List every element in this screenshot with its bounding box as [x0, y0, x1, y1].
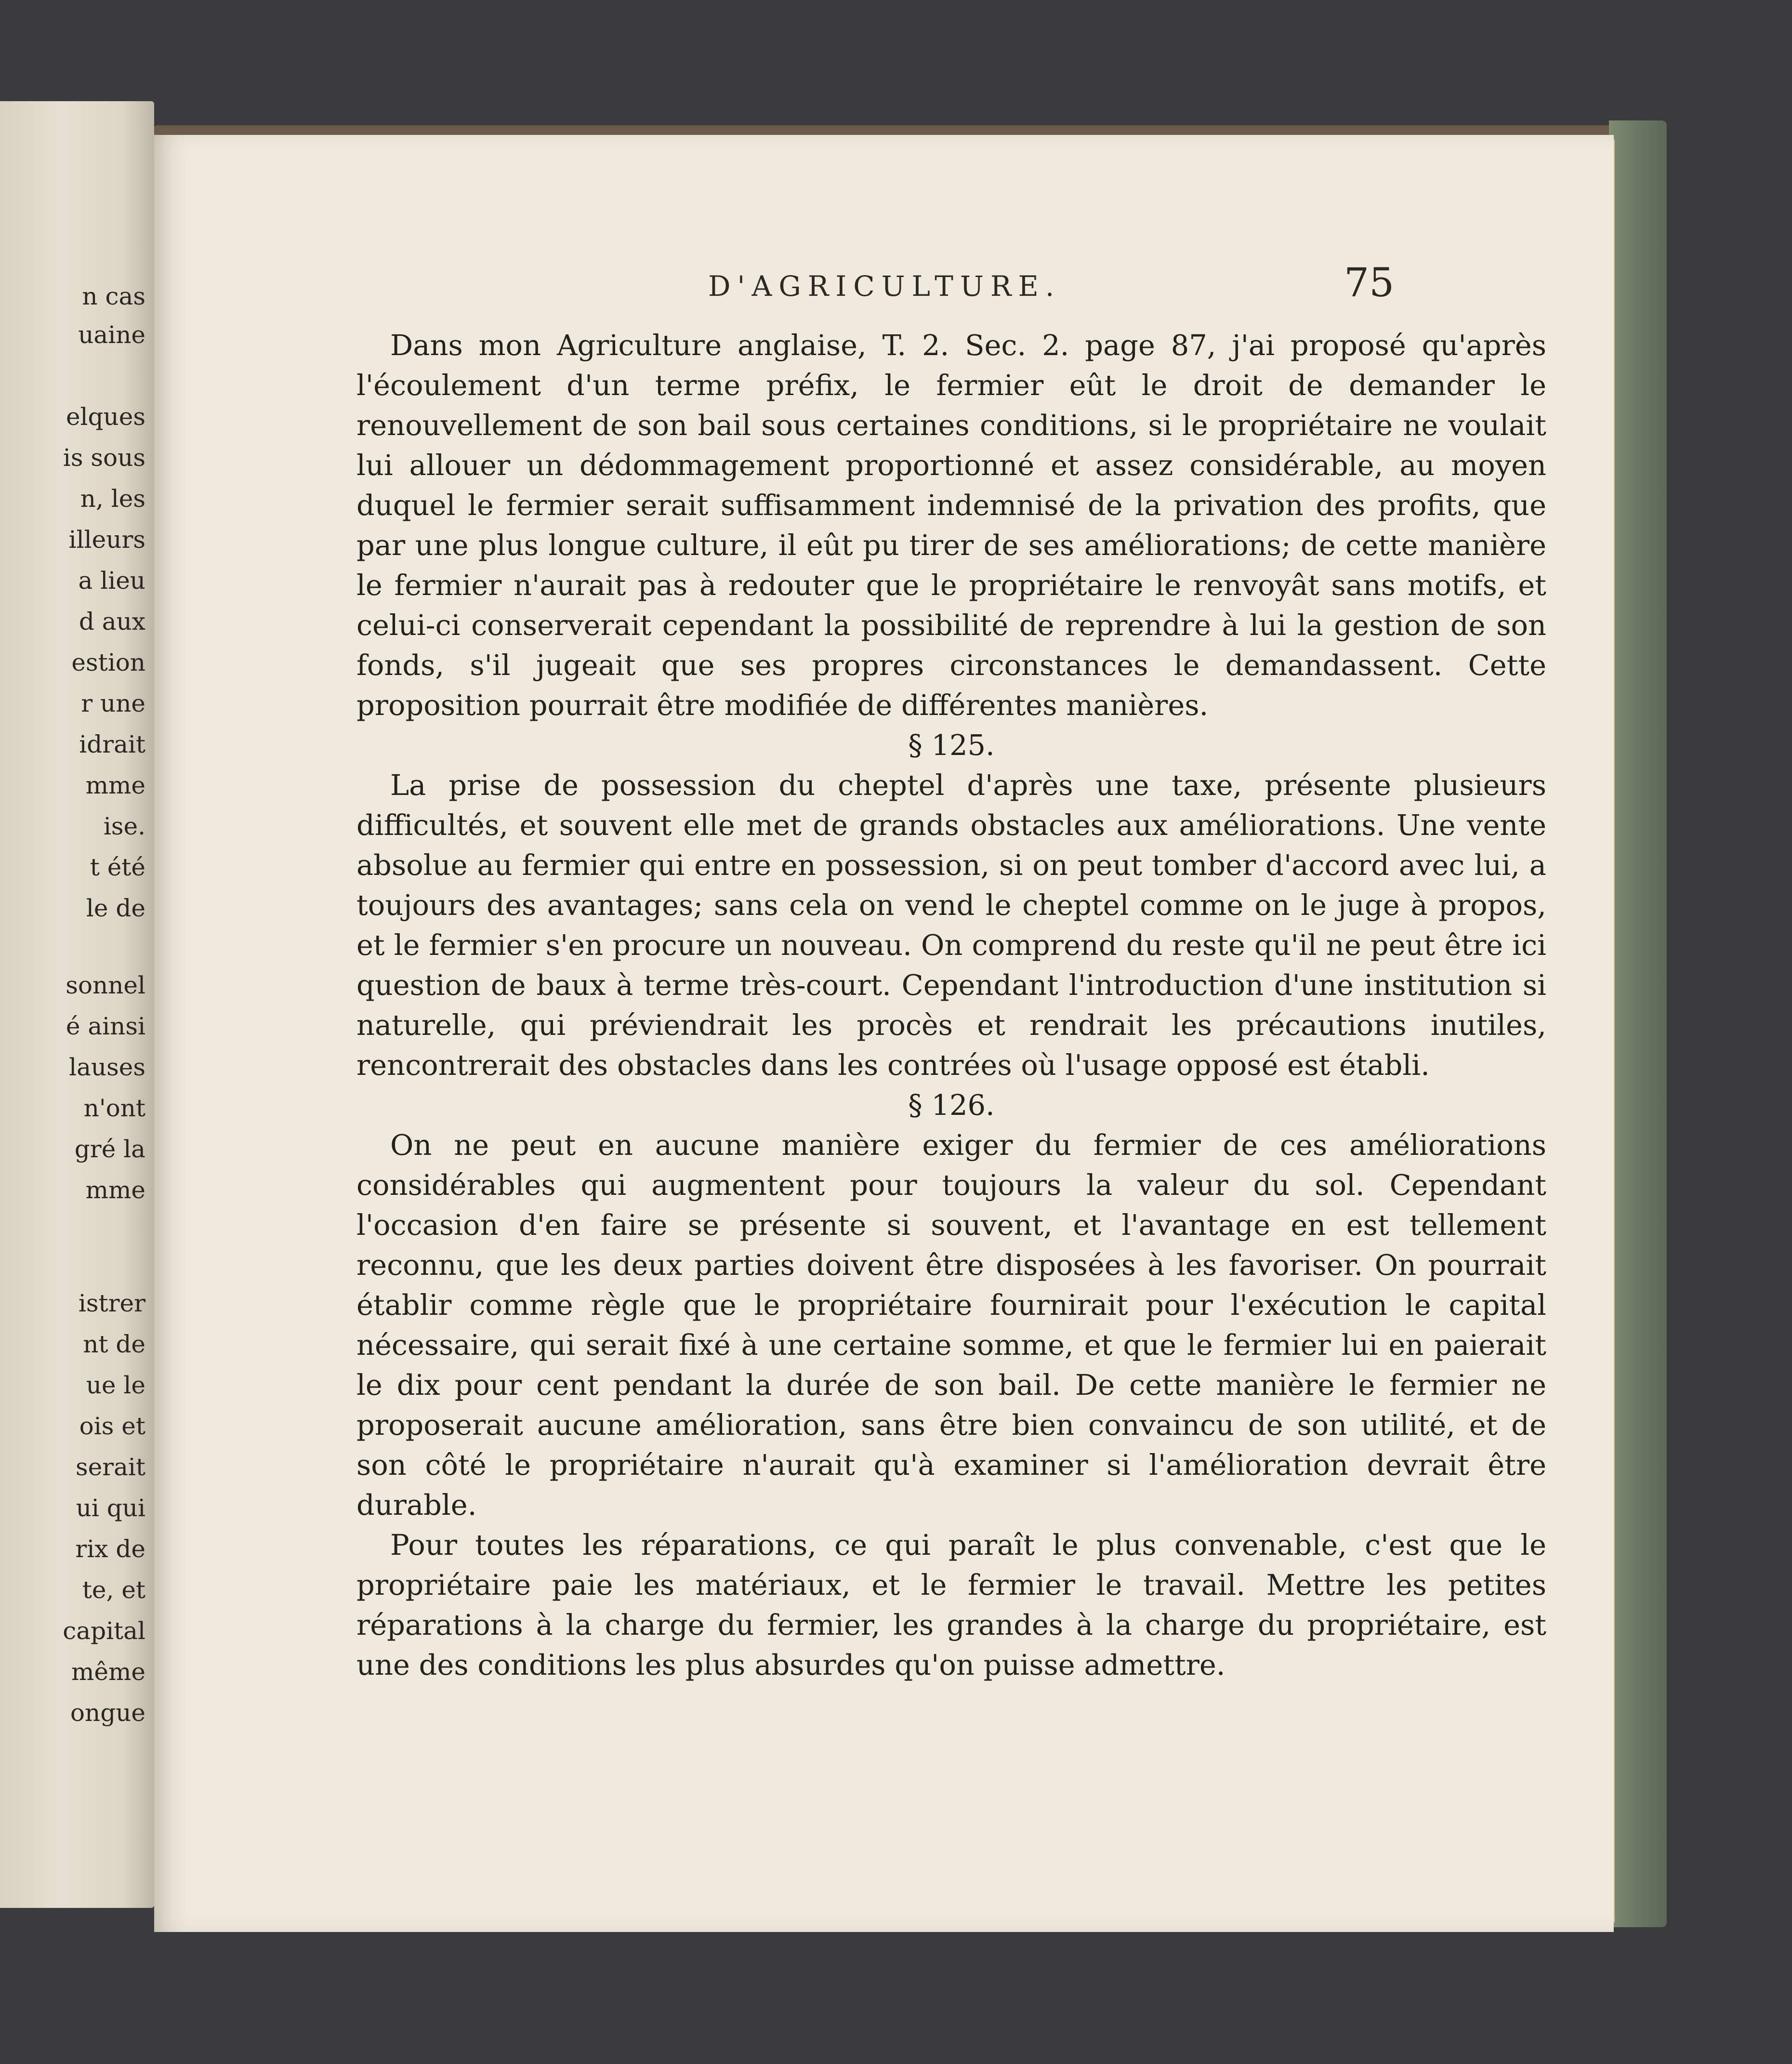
paragraph: La prise de possession du cheptel d'après une taxe, présente plusieurs difficultés, et souvent elle met de grands obstacles aux améliorations. Une vente absolue au fermier qui entre en possession, si on peut tomber d'accord avec lui, a toujours des avantages; sans cela on vend le cheptel comme on le juge à propos, et le fermier s'en procure un nouveau. On comprend du reste qu'il ne peut être ici question de baux à terme très-court. Cependant l'introduction d'une institution si naturelle, qui préviendrait les procès et rendrait les précautions inutiles, rencontrerait des obstacles dans les contrées où l'usage opposé est établi. [356, 768, 1546, 1082]
left-page-fragment: te, et [82, 1576, 145, 1604]
left-page-fragment: n'ont [83, 1094, 145, 1122]
paragraph: Dans mon Agriculture anglaise, T. 2. Sec. 2. page 87, j'ai proposé qu'après l'écoulement d'un terme préfix, le fermier eût le droit de demander le renouvellement de son bail sous certaines conditions, si le propriétaire ne voulait lui allouer un dédommagement proportionné et assez considérable, au moyen duquel le fermier serait suffisamment indemnisé de la privation des profits, que par une plus longue culture, il eût pu tirer de ses améliorations; de cette manière le fermier n'aurait pas à redouter que le propriétaire le renvoyât sans motifs, et celui-ci conserverait cependant la possibilité de reprendre à lui la gestion de son fonds, s'il jugeait que ses propres circonstances le demandassent. Cette proposition pourrait être modifiée de différentes manières. [356, 329, 1546, 722]
left-page-fragment: même [71, 1658, 145, 1686]
body-text [356, 325, 1546, 1685]
left-page-fragment: ui qui [76, 1494, 145, 1522]
left-page-fragment: capital [63, 1617, 145, 1645]
left-page-fragment: estion [71, 648, 145, 676]
left-page-fragment: ongue [70, 1699, 145, 1727]
left-page-fragment: mme [85, 1176, 145, 1204]
left-page-fragment: n cas [82, 282, 145, 310]
left-page-fragment: rix de [75, 1535, 145, 1563]
page-number: 75 [1344, 260, 1395, 306]
left-page-fragment: is sous [63, 444, 145, 472]
left-page-fragment: ise. [103, 812, 145, 840]
section-heading: § 126. [908, 1088, 995, 1122]
running-head [154, 260, 1614, 308]
paragraph: On ne peut en aucune manière exiger du fermier de ces améliorations considérables qui augmentent pour toujours la valeur du sol. Cependant l'occasion d'en faire se présente si souvent, et l'avantage en est tellement reconnu, que les deux parties doivent être disposées à les favoriser. On pourrait établir comme règle que le propriétaire fournirait pour l'exécution le capital nécessaire, qui serait fixé à une certaine somme, et que le fermier lui en paierait le dix pour cent pendant la durée de son bail. De cette manière le fermier ne proposerait aucune amélioration, sans être bien convaincu de son utilité, et de son côté le propriétaire n'aurait qu'à examiner si l'amélioration devrait être durable. [356, 1128, 1546, 1522]
left-page-fragment: uaine [78, 321, 145, 349]
left-page-fragment: d aux [79, 608, 145, 635]
running-title: D'AGRICULTURE. [708, 270, 1061, 303]
left-page-fragment: é ainsi [66, 1012, 145, 1040]
section-heading: § 125. [908, 728, 995, 762]
left-page-fragment: a lieu [78, 567, 145, 595]
left-page-fragment: t été [90, 853, 145, 881]
left-page-fragment: illeurs [68, 526, 145, 554]
book-cover-right [1609, 120, 1667, 1927]
left-page-fragment: elques [66, 403, 145, 431]
left-page-fragment: idrait [79, 730, 145, 758]
book-page [154, 135, 1614, 1932]
left-page-fragment: nt de [83, 1330, 145, 1358]
left-page-fragment: istrer [78, 1289, 145, 1317]
left-page-fragment: mme [85, 771, 145, 799]
left-page [0, 101, 154, 1908]
left-page-fragment: le de [86, 894, 145, 922]
left-page-fragment: serait [75, 1453, 145, 1481]
left-page-fragment: r une [81, 689, 145, 717]
left-page-fragment: ue le [86, 1371, 145, 1399]
left-page-fragment: lauses [69, 1053, 145, 1081]
left-page-fragment: ois et [79, 1412, 145, 1440]
left-page-fragment: sonnel [66, 971, 145, 999]
left-page-fragment: n, les [80, 485, 145, 513]
paragraph: Pour toutes les réparations, ce qui paraît le plus convenable, c'est que le propriétaire paie les matériaux, et le fermier le travail. Mettre les petites réparations à la charge du fermier, les grandes à la charge du propriétaire, est une des conditions les plus absurdes qu'on puisse admettre. [356, 1528, 1546, 1681]
left-page-fragment: gré la [74, 1135, 145, 1163]
